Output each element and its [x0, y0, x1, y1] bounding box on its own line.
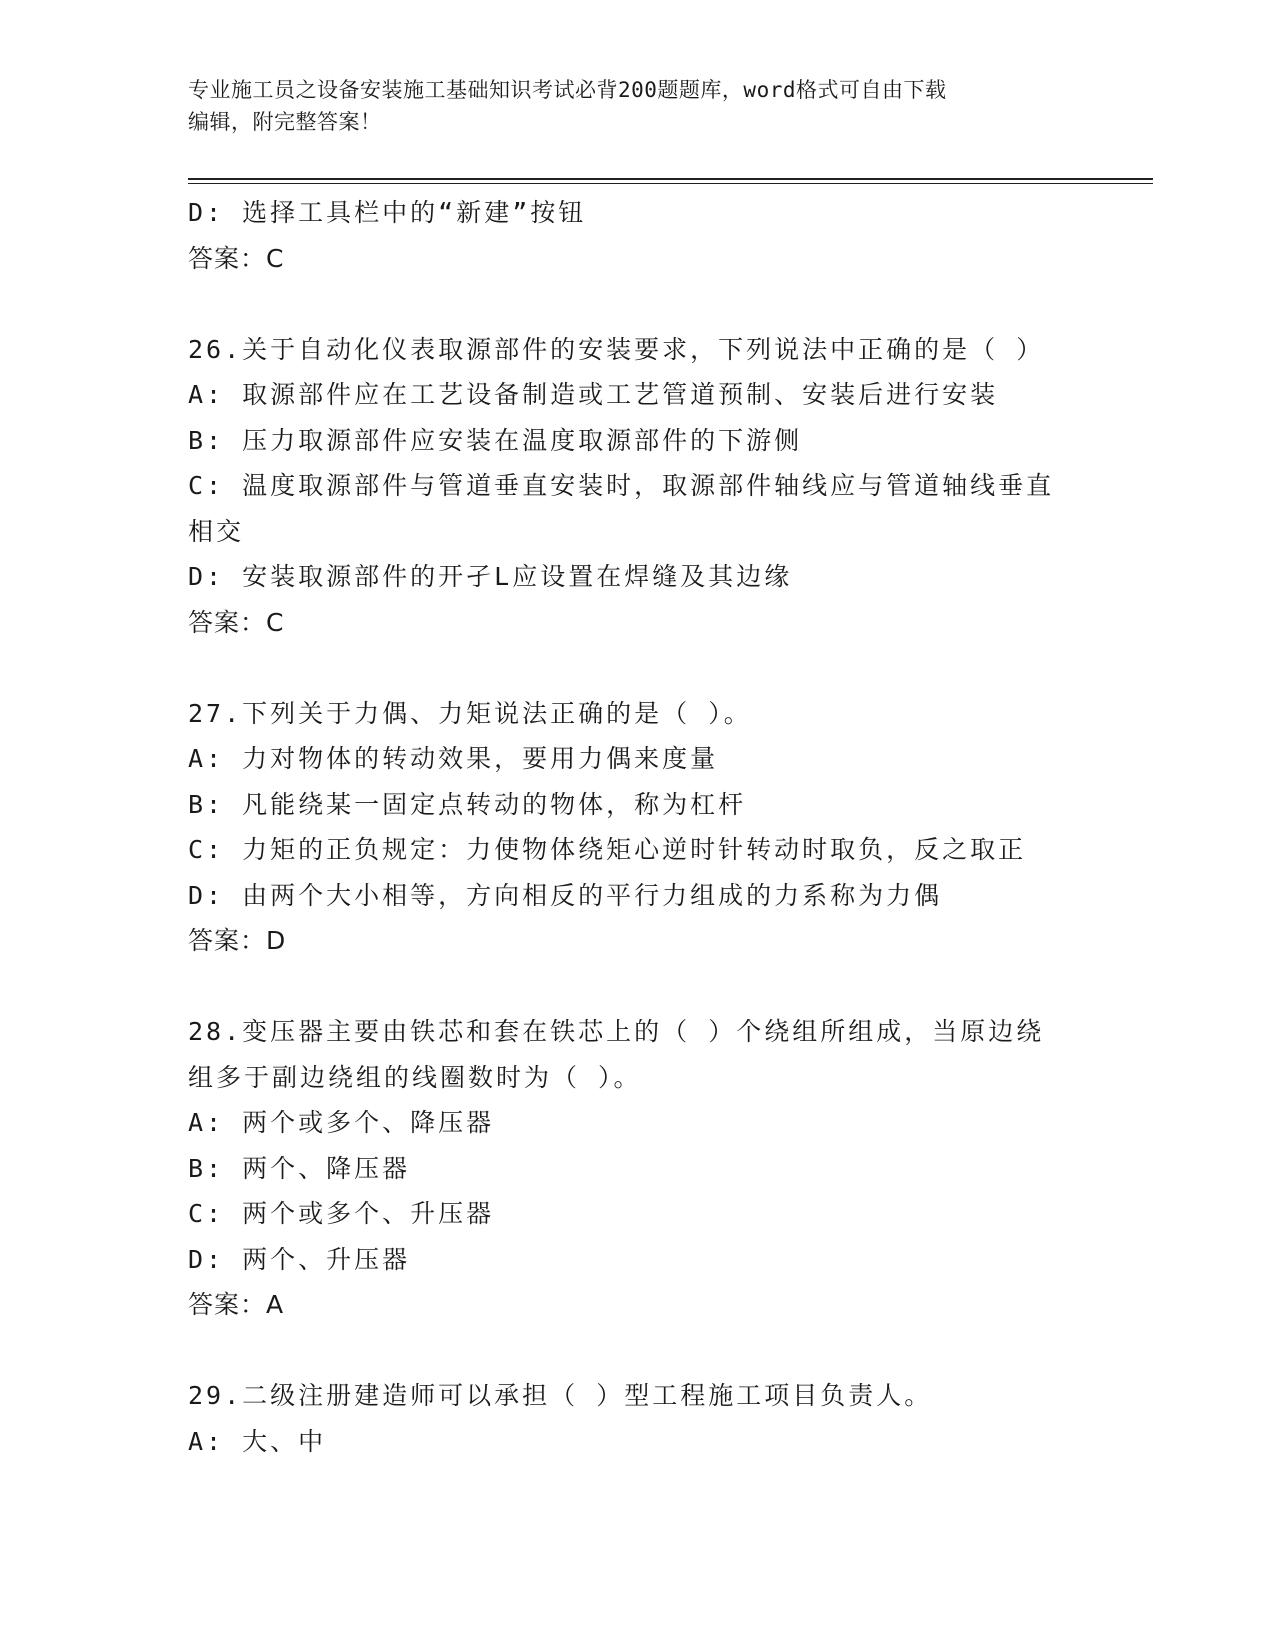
option-d: D: 由两个大小相等，方向相反的平行力组成的力系称为力偶 [188, 880, 943, 910]
option-b: B: 压力取源部件应安装在温度取源部件的下游侧 [188, 425, 803, 455]
spacer [188, 281, 1118, 327]
spacer [188, 645, 1118, 691]
option-b: B: 凡能绕某一固定点转动的物体，称为杠杆 [188, 789, 747, 819]
question-stem: 26.关于自动化仪表取源部件的安装要求，下列说法中正确的是（ ） [188, 334, 1045, 364]
header-divider-thin [188, 183, 1153, 184]
answer-line: 答案：C [188, 607, 285, 637]
option-a: A: 大、中 [188, 1426, 327, 1456]
question-block-29 [188, 1373, 1118, 1464]
answer-line: 答案：C [188, 243, 285, 273]
question-stem: 29.二级注册建造师可以承担（ ）型工程施工项目负责人。 [188, 1381, 933, 1410]
question-block-25 [188, 190, 1118, 281]
question-stem: 28.变压器主要由铁芯和套在铁芯上的（ ）个绕组所组成，当原边绕 [188, 1017, 1045, 1046]
option-d: D: 安装取源部件的开孑L应设置在焊缝及其边缘 [188, 562, 793, 591]
question-stem: 27.下列关于力偶、力矩说法正确的是（ ）。 [188, 698, 752, 728]
question-block-27 [188, 691, 1118, 964]
option-a: A: 力对物体的转动效果，要用力偶来度量 [188, 744, 719, 773]
question-block-28 [188, 1009, 1118, 1328]
option-c-continued: 相交 [188, 516, 245, 546]
answer-line: 答案：D [188, 926, 287, 955]
header-line-2: 编辑，附完整答案！ [188, 110, 382, 134]
option-c: C: 温度取源部件与管道垂直安装时，取源部件轴线应与管道轴线垂直 [188, 471, 1055, 500]
option-c: C: 两个或多个、升压器 [188, 1199, 495, 1228]
spacer [188, 964, 1118, 1010]
option-b: B: 两个、降压器 [188, 1153, 411, 1183]
option-c: C: 力矩的正负规定：力使物体绕矩心逆时针转动时取负，反之取正 [188, 835, 1027, 864]
document-header [188, 74, 1088, 138]
question-stem-continued: 组多于副边绕组的线圈数时为（ ）。 [188, 1062, 642, 1092]
option-a: A: 取源部件应在工艺设备制造或工艺管道预制、安装后进行安装 [188, 380, 999, 409]
header-line-1: 专业施工员之设备安装施工基础知识考试必背200题题库，word格式可自由下载 [188, 78, 947, 102]
question-list [188, 190, 1118, 1464]
option-a: A: 两个或多个、降压器 [188, 1108, 495, 1137]
header-divider-thick [188, 178, 1153, 180]
answer-line: 答案：A [188, 1290, 285, 1319]
option-d: D: 两个、升压器 [188, 1244, 411, 1274]
question-block-26 [188, 327, 1118, 646]
option-d: D: 选择工具栏中的“新建”按钮 [188, 198, 587, 227]
spacer [188, 1328, 1118, 1374]
